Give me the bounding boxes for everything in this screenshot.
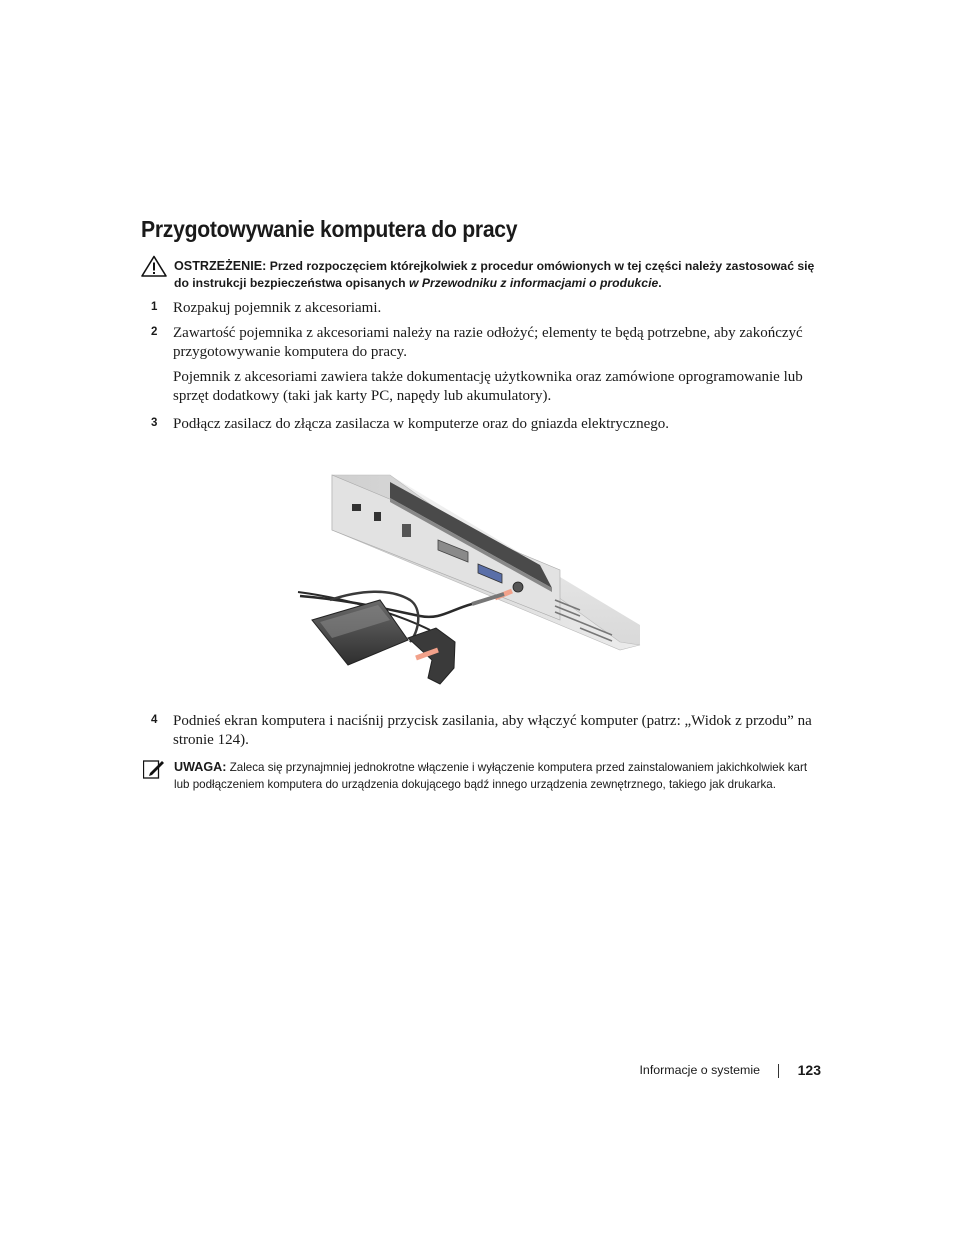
warning-guide-title: w Przewodniku z informacjami o produkcie: [409, 276, 659, 290]
warning-end: .: [658, 276, 662, 290]
note-body: Zaleca się przynajmniej jednokrotne włączenie i wyłączenie komputera przed zainstalowaniem jakichkolwiek kart lub podłączeniem komputera do urządzenia dokującego bądź innego urządzenia zewnętrznego, takiego jak drukarka.: [174, 761, 808, 791]
step-text: Podnieś ekran komputera i naciśnij przycisk zasilania, aby włączyć komputer (patrz: „Widok z przodu” na stronie 124).: [173, 713, 812, 748]
step-number: 4: [151, 714, 158, 726]
page-title: Przygotowywanie komputera do pracy: [141, 216, 518, 242]
step-number: 2: [151, 326, 158, 338]
step-text: Podłącz zasilacz do złącza zasilacza w komputerze oraz do gniazda elektrycznego.: [173, 416, 669, 432]
warning-label: OSTRZEŻENIE:: [174, 259, 267, 273]
warning-icon: [141, 255, 167, 277]
page-number: 123: [797, 1062, 821, 1078]
page-footer: [560, 1062, 821, 1082]
warning-text: [174, 258, 824, 292]
step-text: Rozpakuj pojemnik z akcesoriami.: [173, 300, 382, 316]
note-text: [174, 759, 824, 793]
footer-section-name: Informacje o systemie: [639, 1063, 760, 1077]
footer-separator: [778, 1064, 779, 1078]
note-pencil-icon: [143, 759, 165, 779]
step-2-extra-paragraph: Pojemnik z akcesoriami zawiera także dokumentację użytkownika oraz zamówione oprogramowanie lub sprzęt dodatkowy (taki jak karty PC, napędy lub akumulatory).: [173, 369, 803, 404]
note-label: UWAGA:: [174, 760, 227, 774]
step-number: 3: [151, 417, 158, 429]
laptop-ac-adapter-illustration: [290, 470, 650, 695]
step-text: Zawartość pojemnika z akcesoriami należy na razie odłożyć; elementy te będą potrzebne, aby zakończyć przygotowywanie komputera do pracy.: [173, 325, 803, 360]
warning-main-text: Przed rozpoczęciem którejkolwiek z procedur omówionych w tej części należy zastosować się do instrukcji bezpieczeństwa opisanych: [174, 259, 815, 290]
step-number: 1: [151, 301, 158, 313]
